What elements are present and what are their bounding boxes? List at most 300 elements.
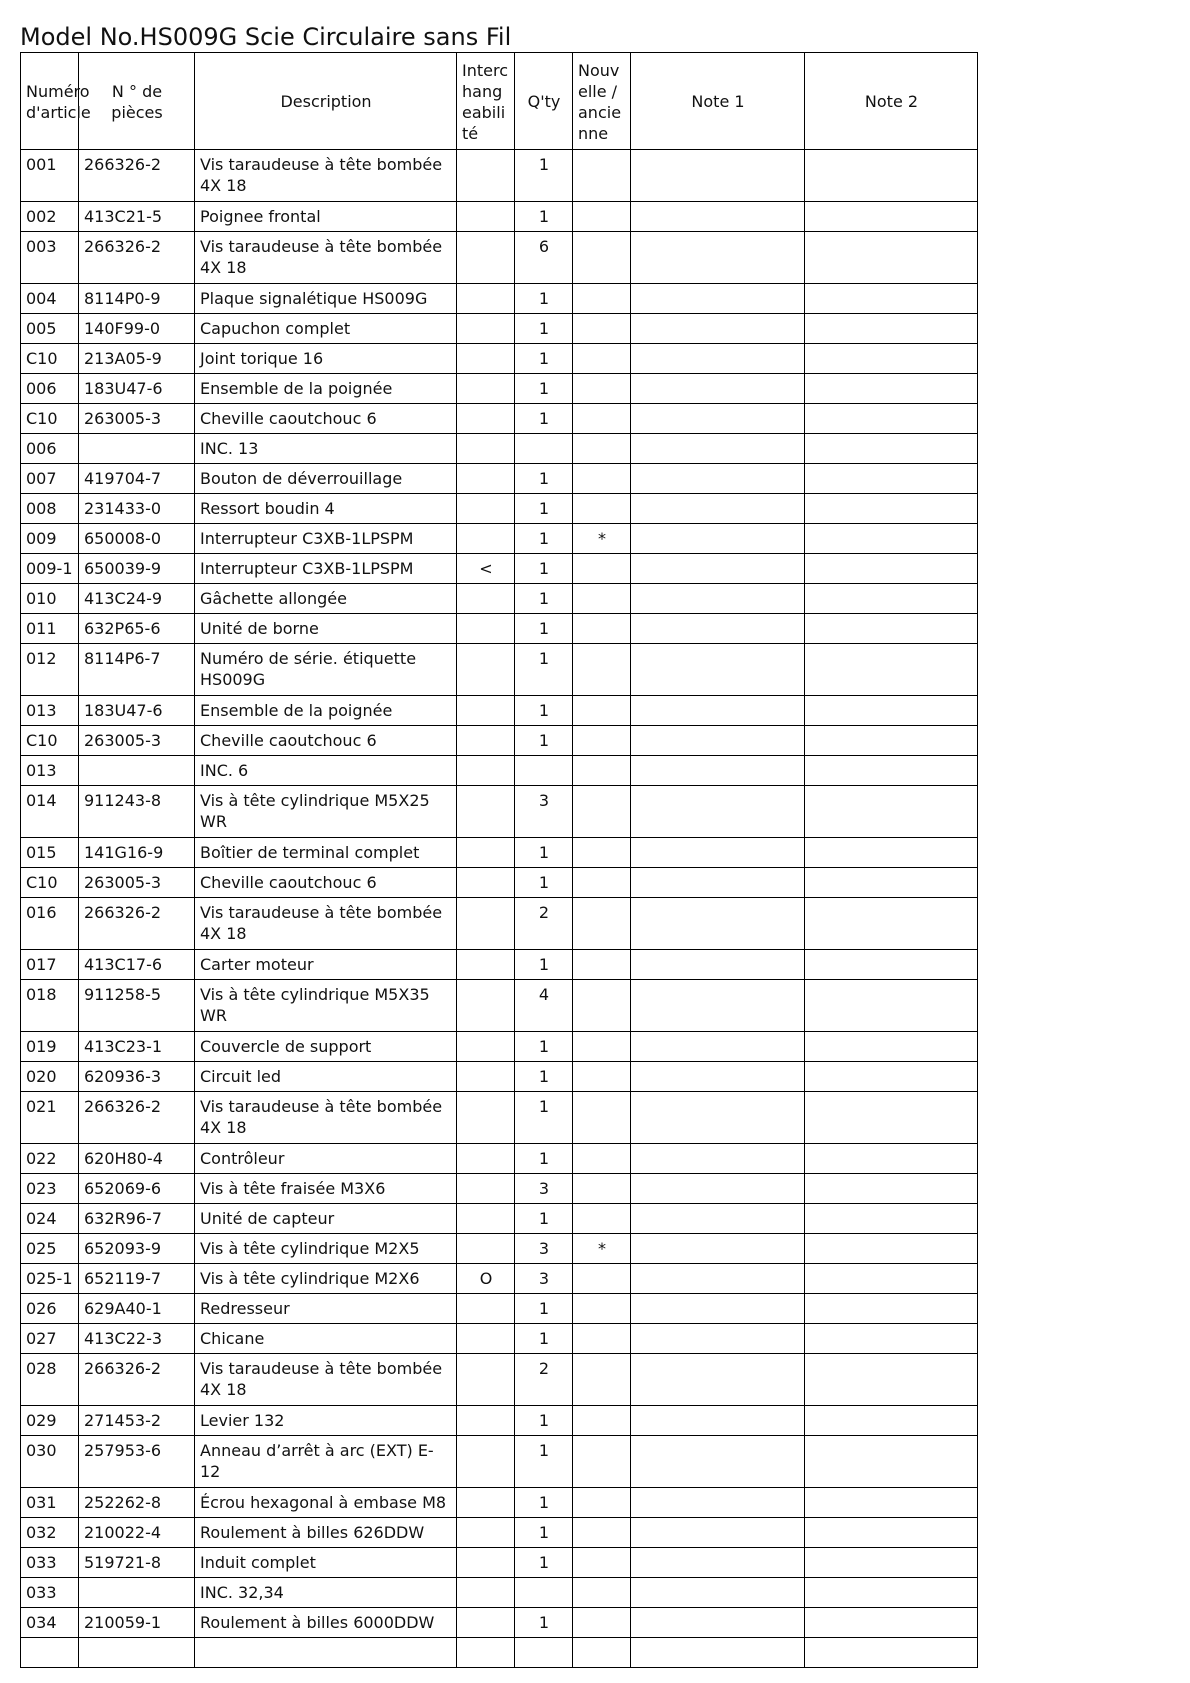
new-old-cell: [573, 1578, 631, 1608]
table-row: [21, 284, 978, 314]
new-old-cell: [573, 1608, 631, 1638]
item-number-cell: C10: [21, 868, 79, 898]
note-2-cell: [805, 696, 978, 726]
note-1-cell: [631, 696, 805, 726]
interchangeability-cell: [457, 696, 515, 726]
description-cell: Interrupteur C3XB-1LPSPM: [195, 554, 457, 584]
interchangeability-cell: [457, 1204, 515, 1234]
interchangeability-cell: [457, 1144, 515, 1174]
note-1-cell: [631, 404, 805, 434]
description-cell: Numéro de série. étiquette HS009G: [195, 644, 457, 696]
quantity-cell: 1: [515, 314, 573, 344]
part-number-cell: 652093-9: [79, 1234, 195, 1264]
quantity-cell: 1: [515, 644, 573, 696]
note-2-cell: [805, 494, 978, 524]
description-cell: Unité de capteur: [195, 1204, 457, 1234]
item-number-cell: 029: [21, 1406, 79, 1436]
item-number-cell: 020: [21, 1062, 79, 1092]
quantity-cell: [515, 1638, 573, 1668]
new-old-cell: [573, 1436, 631, 1488]
table-row: [21, 1062, 978, 1092]
description-cell: Bouton de déverrouillage: [195, 464, 457, 494]
table-row: [21, 726, 978, 756]
note-2-cell: [805, 786, 978, 838]
note-1-cell: [631, 980, 805, 1032]
interchangeability-cell: [457, 1092, 515, 1144]
new-old-cell: [573, 150, 631, 202]
item-number-cell: 002: [21, 202, 79, 232]
item-number-cell: 013: [21, 756, 79, 786]
interchangeability-cell: [457, 1548, 515, 1578]
table-row: [21, 584, 978, 614]
note-2-cell: [805, 1354, 978, 1406]
interchangeability-cell: [457, 232, 515, 284]
quantity-cell: 1: [515, 374, 573, 404]
new-old-cell: [573, 950, 631, 980]
note-2-cell: [805, 1406, 978, 1436]
part-number-cell: 231433-0: [79, 494, 195, 524]
new-old-cell: [573, 1204, 631, 1234]
item-number-cell: 028: [21, 1354, 79, 1406]
table-row: [21, 1518, 978, 1548]
interchangeability-cell: [457, 1406, 515, 1436]
part-number-cell: 263005-3: [79, 868, 195, 898]
interchangeability-cell: [457, 584, 515, 614]
item-number-cell: 026: [21, 1294, 79, 1324]
note-2-cell: [805, 524, 978, 554]
description-cell: Vis à tête cylindrique M5X25 WR: [195, 786, 457, 838]
note-2-cell: [805, 1488, 978, 1518]
new-old-cell: [573, 584, 631, 614]
note-1-cell: [631, 314, 805, 344]
item-number-cell: 031: [21, 1488, 79, 1518]
part-number-cell: 257953-6: [79, 1436, 195, 1488]
note-1-cell: [631, 1234, 805, 1264]
part-number-cell: 650039-9: [79, 554, 195, 584]
quantity-cell: 6: [515, 232, 573, 284]
note-2-cell: [805, 1578, 978, 1608]
description-cell: Roulement à billes 6000DDW: [195, 1608, 457, 1638]
note-1-cell: [631, 786, 805, 838]
interchangeability-cell: [457, 980, 515, 1032]
quantity-cell: 1: [515, 464, 573, 494]
note-1-cell: [631, 838, 805, 868]
note-2-cell: [805, 1234, 978, 1264]
quantity-cell: 3: [515, 786, 573, 838]
note-2-cell: [805, 1264, 978, 1294]
note-2-cell: [805, 1436, 978, 1488]
column-header-note-1: Note 1: [631, 53, 805, 150]
interchangeability-cell: [457, 314, 515, 344]
new-old-cell: [573, 1488, 631, 1518]
note-1-cell: [631, 644, 805, 696]
note-1-cell: [631, 1354, 805, 1406]
description-cell: Vis taraudeuse à tête bombée 4X 18: [195, 1354, 457, 1406]
interchangeability-cell: [457, 1294, 515, 1324]
table-row: [21, 1092, 978, 1144]
quantity-cell: 3: [515, 1234, 573, 1264]
part-number-cell: 911243-8: [79, 786, 195, 838]
table-row: [21, 1436, 978, 1488]
new-old-cell: [573, 1144, 631, 1174]
note-1-cell: [631, 1578, 805, 1608]
part-number-cell: 413C22-3: [79, 1324, 195, 1354]
table-row: [21, 1608, 978, 1638]
interchangeability-cell: [457, 1032, 515, 1062]
table-row: [21, 614, 978, 644]
note-2-cell: [805, 756, 978, 786]
note-2-cell: [805, 344, 978, 374]
table-row: [21, 494, 978, 524]
note-1-cell: [631, 494, 805, 524]
note-2-cell: [805, 1608, 978, 1638]
table-row: [21, 980, 978, 1032]
quantity-cell: 4: [515, 980, 573, 1032]
part-number-cell: 652069-6: [79, 1174, 195, 1204]
interchangeability-cell: [457, 1174, 515, 1204]
part-number-cell: 266326-2: [79, 898, 195, 950]
new-old-cell: [573, 756, 631, 786]
table-row: [21, 644, 978, 696]
item-number-cell: 016: [21, 898, 79, 950]
description-cell: Vis à tête fraisée M3X6: [195, 1174, 457, 1204]
description-cell: Cheville caoutchouc 6: [195, 404, 457, 434]
table-row: [21, 786, 978, 838]
interchangeability-cell: [457, 1608, 515, 1638]
item-number-cell: 004: [21, 284, 79, 314]
interchangeability-cell: O: [457, 1264, 515, 1294]
table-row: [21, 1204, 978, 1234]
table-row: [21, 314, 978, 344]
part-number-cell: 210022-4: [79, 1518, 195, 1548]
part-number-cell: 652119-7: [79, 1264, 195, 1294]
description-cell: Plaque signalétique HS009G: [195, 284, 457, 314]
item-number-cell: 007: [21, 464, 79, 494]
note-1-cell: [631, 1638, 805, 1668]
new-old-cell: [573, 314, 631, 344]
quantity-cell: 1: [515, 1204, 573, 1234]
note-1-cell: [631, 950, 805, 980]
table-body: [21, 150, 978, 1668]
interchangeability-cell: [457, 434, 515, 464]
interchangeability-cell: [457, 404, 515, 434]
note-1-cell: [631, 284, 805, 314]
interchangeability-cell: [457, 1354, 515, 1406]
item-number-cell: 027: [21, 1324, 79, 1354]
interchangeability-cell: [457, 374, 515, 404]
note-1-cell: [631, 614, 805, 644]
table-row: [21, 696, 978, 726]
interchangeability-cell: [457, 868, 515, 898]
interchangeability-cell: [457, 150, 515, 202]
item-number-cell: 003: [21, 232, 79, 284]
part-number-cell: 266326-2: [79, 1354, 195, 1406]
note-2-cell: [805, 1062, 978, 1092]
new-old-cell: [573, 1324, 631, 1354]
item-number-cell: 022: [21, 1144, 79, 1174]
table-row: [21, 1294, 978, 1324]
new-old-cell: [573, 494, 631, 524]
item-number-cell: 030: [21, 1436, 79, 1488]
column-header-part-number: N ° de pièces: [79, 53, 195, 150]
quantity-cell: 1: [515, 1436, 573, 1488]
item-number-cell: 015: [21, 838, 79, 868]
note-2-cell: [805, 898, 978, 950]
description-cell: Contrôleur: [195, 1144, 457, 1174]
quantity-cell: 1: [515, 284, 573, 314]
note-1-cell: [631, 232, 805, 284]
part-number-cell: 650008-0: [79, 524, 195, 554]
item-number-cell: 010: [21, 584, 79, 614]
table-row: [21, 1144, 978, 1174]
quantity-cell: 1: [515, 838, 573, 868]
new-old-cell: [573, 284, 631, 314]
quantity-cell: 1: [515, 1294, 573, 1324]
item-number-cell: 013: [21, 696, 79, 726]
description-cell: Vis taraudeuse à tête bombée 4X 18: [195, 150, 457, 202]
item-number-cell: 001: [21, 150, 79, 202]
interchangeability-cell: [457, 614, 515, 644]
note-2-cell: [805, 1174, 978, 1204]
description-cell: Écrou hexagonal à embase M8: [195, 1488, 457, 1518]
table-row: [21, 1264, 978, 1294]
note-2-cell: [805, 150, 978, 202]
item-number-cell: 025-1: [21, 1264, 79, 1294]
note-1-cell: [631, 1092, 805, 1144]
note-2-cell: [805, 1032, 978, 1062]
table-row: [21, 434, 978, 464]
part-number-cell: 413C17-6: [79, 950, 195, 980]
note-2-cell: [805, 838, 978, 868]
item-number-cell: C10: [21, 404, 79, 434]
item-number-cell: 006: [21, 434, 79, 464]
interchangeability-cell: [457, 1518, 515, 1548]
description-cell: Vis taraudeuse à tête bombée 4X 18: [195, 898, 457, 950]
part-number-cell: 271453-2: [79, 1406, 195, 1436]
new-old-cell: [573, 344, 631, 374]
new-old-cell: [573, 726, 631, 756]
part-number-cell: 632R96-7: [79, 1204, 195, 1234]
item-number-cell: 008: [21, 494, 79, 524]
item-number-cell: [21, 1638, 79, 1668]
quantity-cell: 1: [515, 1324, 573, 1354]
parts-table-container: [20, 52, 977, 1668]
item-number-cell: 005: [21, 314, 79, 344]
interchangeability-cell: [457, 202, 515, 232]
item-number-cell: 014: [21, 786, 79, 838]
item-number-cell: 023: [21, 1174, 79, 1204]
part-number-cell: 620936-3: [79, 1062, 195, 1092]
interchangeability-cell: [457, 1578, 515, 1608]
part-number-cell: 413C21-5: [79, 202, 195, 232]
column-header-new-old: Nouvelle / ancienne: [573, 53, 631, 150]
item-number-cell: 024: [21, 1204, 79, 1234]
table-row: [21, 1354, 978, 1406]
table-row: [21, 1578, 978, 1608]
part-number-cell: 252262-8: [79, 1488, 195, 1518]
note-2-cell: [805, 434, 978, 464]
note-2-cell: [805, 1518, 978, 1548]
part-number-cell: 620H80-4: [79, 1144, 195, 1174]
new-old-cell: [573, 1638, 631, 1668]
description-cell: INC. 13: [195, 434, 457, 464]
table-row: [21, 1174, 978, 1204]
column-header-interchangeability: Interchangeabilité: [457, 53, 515, 150]
item-number-cell: 033: [21, 1578, 79, 1608]
table-row: [21, 1638, 978, 1668]
table-row: [21, 898, 978, 950]
new-old-cell: [573, 1174, 631, 1204]
table-row: [21, 838, 978, 868]
item-number-cell: 012: [21, 644, 79, 696]
interchangeability-cell: [457, 726, 515, 756]
description-cell: Interrupteur C3XB-1LPSPM: [195, 524, 457, 554]
part-number-cell: 632P65-6: [79, 614, 195, 644]
note-1-cell: [631, 202, 805, 232]
item-number-cell: 034: [21, 1608, 79, 1638]
description-cell: Boîtier de terminal complet: [195, 838, 457, 868]
quantity-cell: 1: [515, 494, 573, 524]
quantity-cell: 1: [515, 950, 573, 980]
new-old-cell: [573, 1092, 631, 1144]
note-1-cell: [631, 554, 805, 584]
quantity-cell: 1: [515, 614, 573, 644]
table-row: [21, 868, 978, 898]
note-2-cell: [805, 868, 978, 898]
note-2-cell: [805, 464, 978, 494]
item-number-cell: 009: [21, 524, 79, 554]
new-old-cell: [573, 1354, 631, 1406]
note-2-cell: [805, 284, 978, 314]
interchangeability-cell: [457, 1436, 515, 1488]
note-2-cell: [805, 614, 978, 644]
table-row: [21, 464, 978, 494]
interchangeability-cell: [457, 644, 515, 696]
interchangeability-cell: [457, 1488, 515, 1518]
new-old-cell: [573, 434, 631, 464]
description-cell: Induit complet: [195, 1548, 457, 1578]
table-row: [21, 756, 978, 786]
note-1-cell: [631, 898, 805, 950]
new-old-cell: [573, 1518, 631, 1548]
part-number-cell: [79, 434, 195, 464]
description-cell: Ensemble de la poignée: [195, 374, 457, 404]
note-2-cell: [805, 1204, 978, 1234]
quantity-cell: 1: [515, 1406, 573, 1436]
table-row: [21, 1032, 978, 1062]
interchangeability-cell: [457, 1234, 515, 1264]
note-1-cell: [631, 524, 805, 554]
description-cell: Carter moteur: [195, 950, 457, 980]
part-number-cell: 266326-2: [79, 1092, 195, 1144]
part-number-cell: 911258-5: [79, 980, 195, 1032]
description-cell: Capuchon complet: [195, 314, 457, 344]
note-2-cell: [805, 644, 978, 696]
part-number-cell: 183U47-6: [79, 374, 195, 404]
interchangeability-cell: [457, 1324, 515, 1354]
description-cell: Vis taraudeuse à tête bombée 4X 18: [195, 1092, 457, 1144]
item-number-cell: 017: [21, 950, 79, 980]
item-number-cell: 006: [21, 374, 79, 404]
column-header-item-number: Numéro d'article: [21, 53, 79, 150]
quantity-cell: 1: [515, 524, 573, 554]
part-number-cell: 413C24-9: [79, 584, 195, 614]
description-cell: Cheville caoutchouc 6: [195, 868, 457, 898]
note-2-cell: [805, 1638, 978, 1668]
note-2-cell: [805, 202, 978, 232]
column-header-description: Description: [195, 53, 457, 150]
quantity-cell: [515, 1578, 573, 1608]
table-row: [21, 404, 978, 434]
note-1-cell: [631, 1144, 805, 1174]
part-number-cell: 263005-3: [79, 404, 195, 434]
table-row: [21, 1548, 978, 1578]
description-cell: INC. 6: [195, 756, 457, 786]
quantity-cell: 1: [515, 1062, 573, 1092]
note-2-cell: [805, 374, 978, 404]
part-number-cell: 519721-8: [79, 1548, 195, 1578]
note-1-cell: [631, 434, 805, 464]
new-old-cell: [573, 404, 631, 434]
part-number-cell: 141G16-9: [79, 838, 195, 868]
item-number-cell: C10: [21, 726, 79, 756]
table-header-row: [21, 53, 978, 150]
quantity-cell: 2: [515, 898, 573, 950]
note-2-cell: [805, 1092, 978, 1144]
quantity-cell: 1: [515, 344, 573, 374]
note-1-cell: [631, 584, 805, 614]
table-row: [21, 1324, 978, 1354]
new-old-cell: [573, 1548, 631, 1578]
new-old-cell: *: [573, 1234, 631, 1264]
quantity-cell: 1: [515, 1518, 573, 1548]
table-row: [21, 344, 978, 374]
new-old-cell: [573, 898, 631, 950]
interchangeability-cell: [457, 344, 515, 374]
note-1-cell: [631, 1032, 805, 1062]
interchangeability-cell: [457, 464, 515, 494]
quantity-cell: 1: [515, 1032, 573, 1062]
part-number-cell: 183U47-6: [79, 696, 195, 726]
description-cell: Ensemble de la poignée: [195, 696, 457, 726]
new-old-cell: [573, 614, 631, 644]
note-1-cell: [631, 726, 805, 756]
interchangeability-cell: [457, 524, 515, 554]
new-old-cell: [573, 1294, 631, 1324]
note-1-cell: [631, 1548, 805, 1578]
item-number-cell: C10: [21, 344, 79, 374]
note-1-cell: [631, 344, 805, 374]
description-cell: Roulement à billes 626DDW: [195, 1518, 457, 1548]
quantity-cell: 1: [515, 150, 573, 202]
part-number-cell: 213A05-9: [79, 344, 195, 374]
new-old-cell: [573, 868, 631, 898]
interchangeability-cell: <: [457, 554, 515, 584]
new-old-cell: [573, 374, 631, 404]
description-cell: Joint torique 16: [195, 344, 457, 374]
item-number-cell: 032: [21, 1518, 79, 1548]
new-old-cell: [573, 232, 631, 284]
interchangeability-cell: [457, 838, 515, 868]
note-2-cell: [805, 950, 978, 980]
quantity-cell: [515, 756, 573, 786]
quantity-cell: 1: [515, 1144, 573, 1174]
description-cell: Unité de borne: [195, 614, 457, 644]
part-number-cell: 8114P6-7: [79, 644, 195, 696]
interchangeability-cell: [457, 950, 515, 980]
description-cell: Ressort boudin 4: [195, 494, 457, 524]
description-cell: [195, 1638, 457, 1668]
